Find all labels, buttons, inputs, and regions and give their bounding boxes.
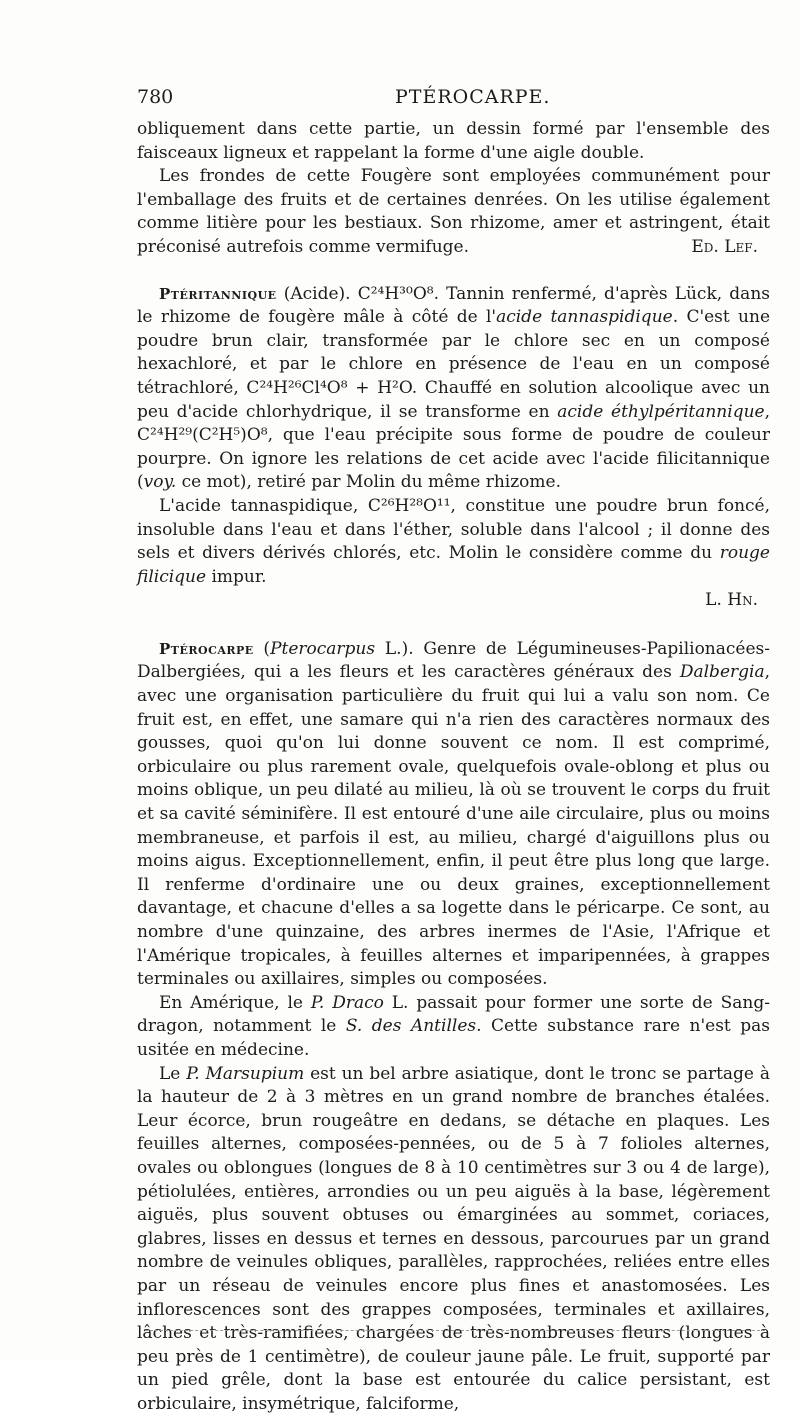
page-number: 780 [137,86,174,108]
italic-term: S. des Antilles [345,1016,477,1037]
italic-term: P. Marsupium [186,1063,305,1084]
paragraph-continuation: obliquement dans cette partie, un dessin formé par l'ensemble des faisceaux ligneux et rappelant la forme d'une aigle double. [137,119,770,163]
entry-text: (Acide). C²⁴H³⁰O⁸. Tannin renfermé, d'après Lück, dans le rhizome de fougère mâle à côté de l' [137,283,770,328]
entry-text: L.). Genre de Légumineuses-Papilionacées-Dalbergiées, qui a les fleurs et les caractères généraux des [137,638,770,683]
paragraph-marsupium [137,1063,770,1416]
entry-title-pterocarpe: Ptérocarpe [159,639,254,658]
italic-term: acide tannaspidique [496,307,673,328]
italic-term: Dalbergia [679,662,765,683]
italic-term: acide éthylpéritannique [557,401,765,422]
paragraph-tannaspidique [137,495,770,589]
italic-term: voy. [143,472,177,493]
entry-text: ( [253,638,271,659]
paragraph-amerique [137,992,770,1063]
footer-rule [145,1330,765,1331]
author-signature-1: Ed. Lef. [691,236,758,257]
entry-text: , avec une organisation particulière du fruit qui lui a valu son nom. Ce fruit est, en effet, une samare qui n'a rien des caractères normaux des gousses, quoi qu'on lui donne souvent ce nom. Il est comprimé, orbiculaire ou plus rarement ovale, quelquefois ovale-oblong et plus ou moins oblique, un peu dilaté au milieu, là où se trouvent le corps du fruit et sa cavité séminifère. Il est entouré d'une aile circulaire, plus ou moins membraneuse, et parfois il est, au milieu, chargé d'aiguillons plus ou moins aigus. Exceptionnellement, enfin, il peut être plus long que large. Il renferme d'ordinaire une ou deux graines, exceptionnellement davantage, et chacune d'elles a sa logette dans le péricarpe. Ce sont, au nombre d'une quinzaine, des arbres inermes de l'Asie, l'Afrique et l'Amérique tropicales, à feuilles alternes et imparipennées, à grappes terminales ou axillaires, simples ou composées. [137,662,770,990]
italic-term: rouge filicique [137,543,770,587]
entry-text: L. passait pour former une sorte de Sang-dragon, notamment le [137,992,771,1037]
entry-text: impur. [206,566,267,587]
entry-text: L'acide tannaspidique, C²⁶H²⁸O¹¹, constitue une poudre brun foncé, insoluble dans l'eau et dans l'éther, soluble dans l'alcool ; il donne des sels et divers dérivés chlorés, etc. Molin le considère comme du [137,495,770,564]
entry-separator-2 [137,613,770,638]
entry-text: . C'est une poudre brun clair, transformée par le chlore sec en un composé hexachloré, et par le chlore en présence de l'eau en un composé tétrachloré, C²⁴H²⁶Cl⁴O⁸ + H²O. Chauffé en solution alcoolique avec un peu d'acide chlorhydrique, il se transforme en [137,307,771,422]
entry-pterocarpe [137,638,770,992]
page-header [137,86,770,116]
italic-term: Pterocarpus [270,638,376,659]
entry-text: Le [159,1063,187,1084]
entry-pteritannique [137,283,770,495]
entry-text: ce mot), retiré par Molin du même rhizome. [176,472,562,493]
entry-separator-1 [137,260,770,283]
entry-text: est un bel arbre asiatique, dont le tronc se partage à la hauteur de 2 à 3 mètres en un grand nombre de branches étalées. Leur écorce, brun rougeâtre en dedans, se détache en plaques. Les feuilles alternes, composées-pennées, ou de 5 à 7 folioles alternes, ovales ou oblongues (longues de 8 à 10 centimètres sur 3 ou 4 de large), pétiolulées, entières, arrondies ou un peu aiguës à la base, légèrement aiguës, plus souvent obtuses ou émarginées au sommet, coriaces, glabres, lisses en dessus et ternes en dessous, parcourues par un grand nombre de veinules obliques, parallèles, rapprochées, reliées entre elles par un réseau de veinules encore plus fines et anastomosées. Les inflorescences sont des grappes composées, terminales et axillaires, lâches et très-ramifiées, chargées de très-nombreuses fleurs (longues à peu près de 1 centimètre), de couleur jaune pâle. Le fruit, supporté par un pied grêle, dont la base est entourée du calice persistant, est orbiculaire, insymétrique, falciforme, [137,1063,770,1414]
entry-title-pteritannique: Ptéritannique [159,284,277,303]
entry-text: En Amérique, le [159,992,311,1013]
running-head: PTÉROCARPE. [395,86,551,108]
italic-term: P. Draco [310,992,384,1013]
body-text [137,118,770,1416]
entry-text: . Cette substance rare n'est pas usitée en médecine. [137,1016,770,1060]
entry-text: , C²⁴H²⁹(C²H⁵)O⁸, que l'eau précipite sous forme de poudre de couleur pourpre. On ignore les relations de cet acide avec l'acide filicitannique ( [137,401,770,493]
paragraph-frondes: Les frondes de cette Fougère sont employées communément pour l'emballage des fruits et de certaines denrées. On les utilise également comme litière pour les bestiaux. Son rhizome, amer et astringent, était préconisé autrefois comme vermifuge. [137,166,770,257]
author-signature-2: L. Hn. [705,590,758,611]
